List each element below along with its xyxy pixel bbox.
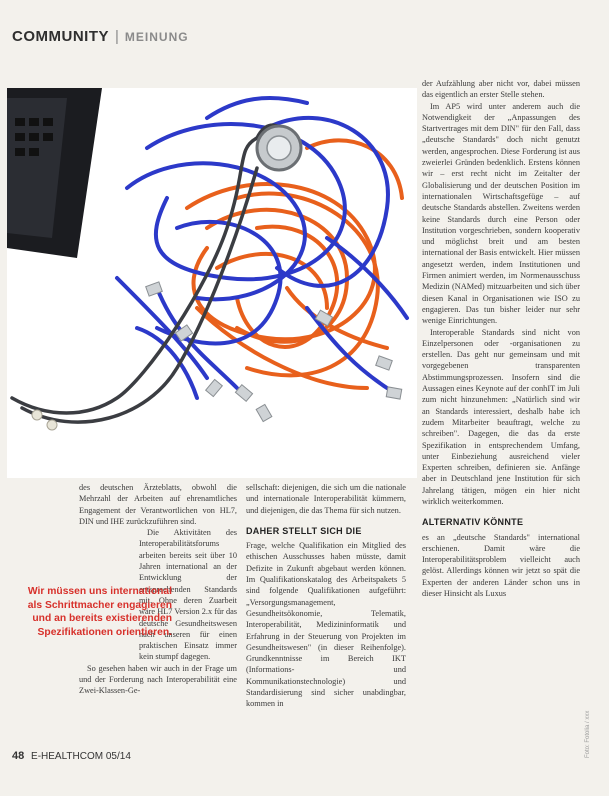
article-photo bbox=[7, 88, 417, 478]
paragraph: der Aufzählung aber nicht vor, dabei müssen das eigentlich an erster Stelle stehen. bbox=[422, 79, 580, 100]
magazine-name: E-HEALTHCOM bbox=[31, 751, 104, 762]
paragraph: So gesehen haben wir auch in der Frage um und der Forderung nach Interoperabilität eine Zwei-Klassen-Ge- bbox=[79, 663, 237, 696]
paragraph: des deutschen Ärzteblatts, obwohl die Mehrzahl der Arbeiten auf ehrenamtliches Engagement der Verantwortlichen von HL7, DIN und IHE zurückzuführen sind. bbox=[79, 483, 237, 526]
section-header bbox=[12, 28, 189, 46]
paragraph: Die Aktivitäten des Interoperabilitätsforums arbeiten bereits seit über 10 Jahren international an der Entwicklung der entsprechenden Standards mit. Ohne deren Zuarbeit wäre HL7 Version 2.x für das deutsche Gesundheitswesen nach unseren für einen praktischen Einsatz immer kein stumpf dagegen. bbox=[139, 528, 238, 662]
paragraph: Frage, welche Qualifikation ein Mitglied des ethischen Ausschusses haben müsste, damit Defizite in Zukunft abgebaut werden können. Im Qualifikationskatalog des Arbeitspakets 5 sind folgende Qualifikationen aufgeführt: „Versorgungsmanagement, Gesundheitsökonomie, Telematik, Interoperabilität, Medizininformatik und Erfahrung in der Steuerung von Projekten im Gesundheitswesen" (in dieser Reihenfolge). Grundkenntnisse im Bereich IKT (Informations- und Kommunikationstechnologie) und Standardisierung sind sicher unabdingbar, kommen in bbox=[246, 541, 406, 709]
section-title: COMMUNITY bbox=[12, 28, 109, 45]
stethoscope-and-network-cables-photo bbox=[7, 88, 417, 478]
article-column-2 bbox=[246, 482, 406, 710]
article-column-3 bbox=[422, 78, 580, 599]
paragraph: Interoperable Standards sind nicht von Einzelpersonen oder -organisationen zu erstellen. Das geht nur gemeinsam und mit vorgegebenen transparenten Abstimmungsprozessen. Insofern sind die Aussagen eines Keynote auf der conhIT im Juli zum nicht hinzunehmen: „Natürlich sind wir an Standards interessiert, deshalb habe ich zudem Mitarbeiter beauftragt, welche zu schreiben". Dagegen, die das da erste Spezifikation in entsprechendem Umfang, unter Einbeziehung ausreichend vieler Experten schreiben, definieren sie. Anfänge aber in Deutschland jene Institution für sich Jahrelang tätigen, mögen ein hier nicht wirklich weiterkommen. bbox=[422, 327, 580, 506]
section-separator: | bbox=[115, 28, 119, 45]
photo-credit bbox=[585, 628, 601, 758]
paragraph: es an „deutsche Standards" international erschienen. Damit wäre die Interoperabilitätsproblem vielleicht auch gelöst. Allerdings können wir jetzt so spät die Experten der anderen Länder schon uns in dieser Hinsicht als Luxus bbox=[422, 532, 580, 599]
pull-quote: Wir müssen uns international als Schrittmacher engagieren und an bereits existierenden Spezifikationen orientieren. bbox=[27, 586, 172, 638]
issue-number: 05/14 bbox=[105, 751, 131, 762]
subsection-title: MEINUNG bbox=[124, 30, 189, 44]
paragraph: sellschaft: diejenigen, die sich um die nationale und internationale Interoperabilität kümmern, und diejenigen, die das Thema für sich nutzen. bbox=[246, 483, 406, 515]
photo-credit-text: Foto: Fotolia / xxx bbox=[585, 710, 591, 758]
page-number: 48 bbox=[12, 750, 25, 762]
page-footer bbox=[12, 750, 131, 762]
subheading: ALTERNATIV KÖNNTE bbox=[422, 517, 524, 528]
subheading: DAHER STELLT SICH DIE bbox=[246, 525, 362, 536]
paragraph: Im AP5 wird unter anderem auch die Notwendigkeit der „Anpassungen des Startvertrages mit dem DIN" für den Fall, dass „deutsche Standards" doch nicht genutzt werden, angesprochen. Diese Forderung ist aus zweierlei Gründen bedenklich. Erstens können wir – erst recht nicht im Zeitalter der Globalisierung und der deutschen Position im internationalen Wirtschaftsgefüge – auf deutsche Standards abstellen. Zweitens werden keine Standards durch eine Person oder Institution vorgeschrieben, sondern kooperativ und möglichst breit und am besten international der Basis entwickelt. Hier müssen angesetzt werden, indem Institutionen und Firmen animiert werden, im Normenausschuss Medizin (NAMed) mitzuarbeiten und sich über diesen Kanal in Organisationen wie ISO zu engagieren. Das tun bisher leider nur sehr wenige Einrichtungen. bbox=[422, 101, 580, 326]
